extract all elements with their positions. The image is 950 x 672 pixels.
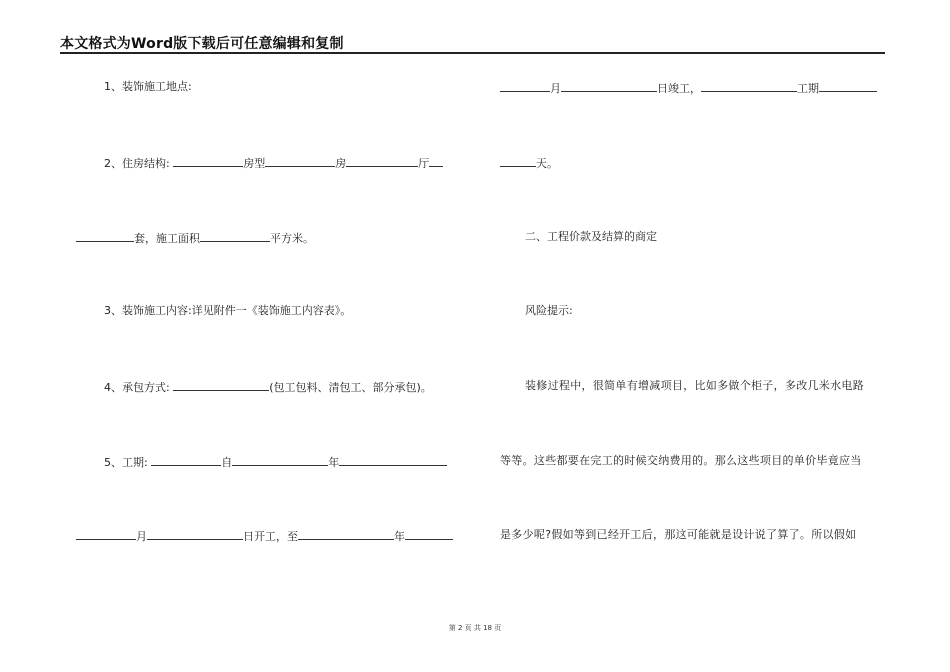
house-type-label: 房型 (243, 157, 266, 170)
hall-label: 厅 (418, 157, 430, 170)
blank-field[interactable] (173, 155, 243, 167)
year-label: 年 (328, 456, 340, 469)
blank-field[interactable] (147, 528, 243, 540)
start-date-label: 日开工，至 (243, 530, 298, 543)
blank-field[interactable] (701, 80, 797, 92)
completion-date-label: 日竣工， (657, 82, 701, 95)
room-label: 房 (335, 157, 347, 170)
blank-field[interactable] (346, 155, 418, 167)
blank-field[interactable] (76, 528, 136, 540)
paragraph-line: 等等。这些都要在完工的时候交纳费用的。那么这些项目的单价毕竟应当 (500, 454, 862, 467)
blank-field[interactable] (500, 80, 550, 92)
blank-field[interactable] (173, 379, 269, 391)
blank-field[interactable] (819, 80, 877, 92)
right-line-2 (500, 155, 558, 171)
blank-field[interactable] (232, 454, 328, 466)
year-label: 年 (394, 530, 405, 543)
right-line-7 (500, 528, 856, 542)
section-heading: 二、工程价款及结算的商定 (525, 230, 657, 243)
right-line-5 (525, 379, 864, 393)
contract-options-text: (包工包料、清包工、部分承包)。 (269, 381, 432, 394)
contract-method-label: 4、承包方式: (104, 381, 170, 394)
blank-field[interactable] (405, 528, 453, 540)
construction-site-label: 1、装饰施工地点: (104, 80, 192, 93)
housing-structure-label: 2、住房结构: (104, 157, 170, 170)
paragraph-line: 装修过程中，很简单有增减项目，比如多做个柜子，多改几米水电路 (525, 379, 864, 392)
paragraph-line: 是多少呢?假如等到已经开工后，那这可能就是设计说了算了。所以假如 (500, 528, 857, 541)
month-label: 月 (550, 82, 561, 95)
suite-area-label: 套，施工面积 (134, 232, 200, 245)
right-line-3 (525, 230, 657, 244)
blank-field[interactable] (561, 80, 657, 92)
risk-warning-label: 风险提示: (525, 304, 573, 317)
left-line-6 (104, 454, 447, 470)
banner-divider (60, 52, 885, 54)
left-line-5 (104, 379, 432, 395)
right-line-4 (525, 304, 573, 318)
blank-field[interactable] (500, 155, 536, 167)
blank-field[interactable] (298, 528, 394, 540)
from-label: 自 (221, 456, 233, 469)
right-line-6 (500, 454, 862, 468)
left-line-3 (76, 230, 314, 246)
duration-label: 工期 (797, 82, 819, 95)
blank-field[interactable] (151, 454, 221, 466)
square-meters-label: 平方米。 (270, 232, 314, 245)
right-line-1 (500, 80, 877, 96)
blank-field[interactable] (200, 230, 270, 242)
days-label: 天。 (536, 157, 558, 170)
blank-field[interactable] (265, 155, 335, 167)
month-label: 月 (136, 530, 147, 543)
blank-field[interactable] (76, 230, 134, 242)
document-banner-title: 本文格式为Word版下载后可任意编辑和复制 (60, 36, 344, 52)
left-line-4 (104, 304, 351, 318)
blank-field[interactable] (339, 454, 447, 466)
duration-label: 5、工期: (104, 456, 148, 469)
left-line-2 (104, 155, 443, 171)
page-number-footer: 第 2 页 共 18 页 (448, 624, 502, 632)
left-line-7 (76, 528, 453, 544)
decoration-content-text: 3、装饰施工内容:详见附件一《装饰施工内容表》。 (104, 304, 352, 317)
blank-field[interactable] (429, 155, 443, 167)
left-line-1 (104, 80, 192, 94)
